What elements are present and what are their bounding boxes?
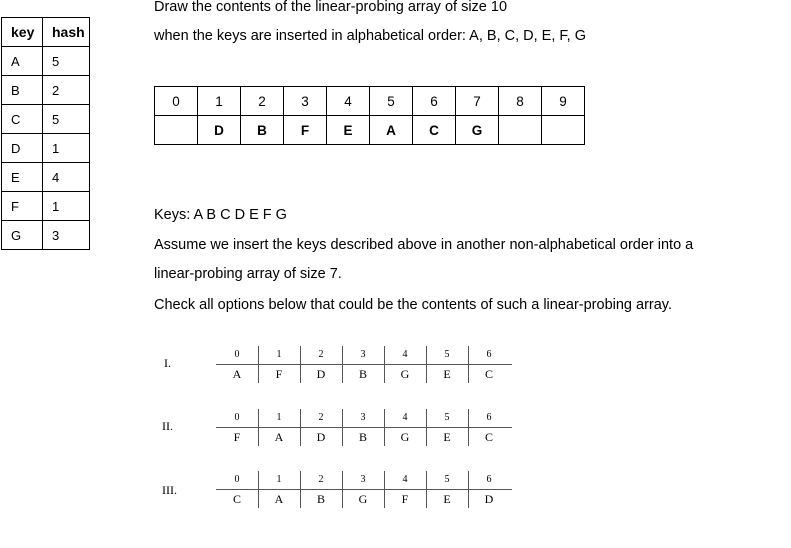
table-row [2,47,90,76]
option-index: 1 [276,349,282,360]
array-value: D [198,116,241,145]
option-3-label: III. [162,483,177,497]
question2-line1: Assume we insert the keys described above in another non-alphabetical order into a [154,237,694,253]
hash-cell: 3 [43,221,90,250]
key-header: key [2,18,43,47]
key-cell: F [2,192,43,221]
option-index: 0 [234,349,240,360]
key-cell: E [2,163,43,192]
table-row [2,105,90,134]
array-value: C [413,116,456,145]
array-index: 1 [198,87,241,116]
array-index: 5 [370,87,413,116]
array-index: 7 [456,87,499,116]
question2-line2: linear-probing array of size 7. [154,266,342,282]
key-cell: C [2,105,43,134]
option-index: 5 [444,412,450,423]
array-index: 3 [284,87,327,116]
table-row [2,163,90,192]
key-cell: G [2,221,43,250]
hash-cell: 4 [43,163,90,192]
option-index: 6 [486,474,492,485]
option-index: 4 [402,474,408,485]
option-value: G [400,430,410,444]
array-value: B [241,116,284,145]
table-row [2,76,90,105]
option-value: F [233,430,241,444]
option-value: C [484,430,493,444]
array-value: G [456,116,499,145]
key-cell: D [2,134,43,163]
option-1-label: I. [164,356,171,370]
option-value: E [443,492,451,506]
array-value [155,116,198,145]
array-value-row [155,116,585,145]
option-3-array [216,467,512,513]
option-index: 0 [234,474,240,485]
option-index: 1 [276,412,282,423]
option-value: E [443,367,451,381]
table-row [2,134,90,163]
option-value: B [316,492,325,506]
option-index: 3 [360,349,366,360]
option-value: G [358,492,368,506]
question1-line1: Draw the contents of the linear-probing array of size 10 [154,0,508,15]
array-value [499,116,542,145]
array-value [542,116,585,145]
option-value: B [358,430,367,444]
option-value: C [484,367,493,381]
option-index: 1 [276,474,282,485]
option-value: A [274,492,284,506]
array-index: 0 [155,87,198,116]
option-value: E [443,430,451,444]
option-index: 2 [318,474,324,485]
option-value: D [316,430,326,444]
option-2-array [216,405,512,451]
array-index: 4 [327,87,370,116]
option-index: 4 [402,349,408,360]
table-row [2,221,90,250]
table-row [2,192,90,221]
option-index: 0 [234,412,240,423]
option-value: A [274,430,284,444]
option-value: D [316,367,326,381]
option-value: D [484,492,494,506]
option-index: 2 [318,412,324,423]
option-index: 4 [402,412,408,423]
option-value: F [401,492,409,506]
array-value: E [327,116,370,145]
option-index: 6 [486,412,492,423]
hash-header: hash [43,18,90,47]
option-2-label: II. [162,419,173,433]
option-index: 5 [444,349,450,360]
option-value: C [232,492,241,506]
array-index: 8 [499,87,542,116]
option-index: 3 [360,412,366,423]
option-index: 2 [318,349,324,360]
hash-cell: 2 [43,76,90,105]
hash-cell: 5 [43,105,90,134]
key-cell: A [2,47,43,76]
option-index: 3 [360,474,366,485]
question1-line2: when the keys are inserted in alphabetical order: A, B, C, D, E, F, G [154,28,586,44]
array-index: 6 [413,87,456,116]
hash-cell: 1 [43,134,90,163]
array-index: 9 [542,87,585,116]
array-index: 2 [241,87,284,116]
option-value: B [358,367,367,381]
option-value: F [275,367,283,381]
hash-table-header [2,18,90,47]
array-index-row [155,87,585,116]
question2-line3: Check all options below that could be the contents of such a linear-probing array. [154,297,673,313]
probing-array-10 [154,86,585,145]
option-1-array [216,342,512,388]
key-cell: B [2,76,43,105]
option-index: 6 [486,349,492,360]
option-value: A [232,367,242,381]
hash-cell: 5 [43,47,90,76]
array-value: F [284,116,327,145]
hash-table [1,17,90,250]
keys-line: Keys: A B C D E F G [154,207,287,223]
hash-cell: 1 [43,192,90,221]
option-value: G [400,367,410,381]
array-value: A [370,116,413,145]
option-index: 5 [444,474,450,485]
